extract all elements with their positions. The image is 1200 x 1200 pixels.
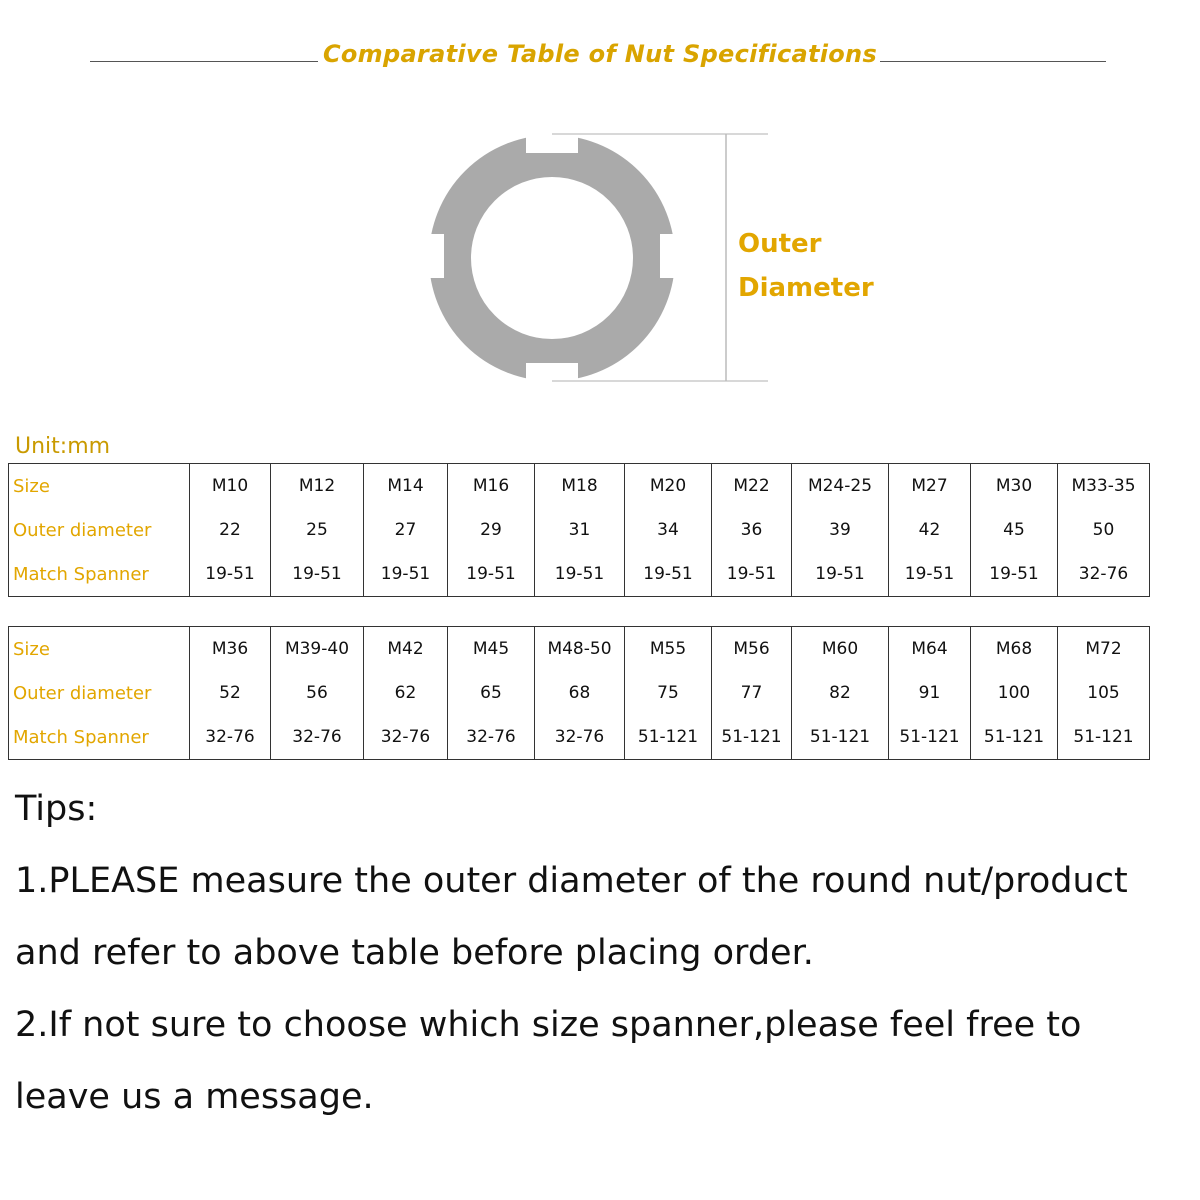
match-spanner-cell: 19-51 <box>448 552 535 597</box>
size-cell: M48-50 <box>535 627 625 672</box>
size-cell: M18 <box>535 464 625 509</box>
outer-diameter-cell: 36 <box>712 508 792 552</box>
match-spanner-cell: 19-51 <box>190 552 271 597</box>
outer-diameter-cell: 45 <box>971 508 1058 552</box>
outer-diameter-row <box>9 671 1150 715</box>
outer-diameter-cell: 50 <box>1058 508 1150 552</box>
tip-line-4: leave us a message. <box>15 1077 374 1117</box>
size-cell: M68 <box>971 627 1058 672</box>
row-label-match-spanner: Match Spanner <box>9 552 190 597</box>
outer-diameter-row <box>9 508 1150 552</box>
size-cell: M22 <box>712 464 792 509</box>
outer-diameter-cell: 56 <box>271 671 364 715</box>
title-rule-left <box>90 61 318 62</box>
outer-diameter-label <box>738 222 874 310</box>
row-label-outer-diameter: Outer diameter <box>9 671 190 715</box>
outer-diameter-cell: 77 <box>712 671 792 715</box>
round-nut-diagram <box>420 125 780 395</box>
spec-table-2 <box>8 626 1150 760</box>
match-spanner-cell: 19-51 <box>271 552 364 597</box>
match-spanner-cell: 32-76 <box>535 715 625 760</box>
match-spanner-cell: 51-121 <box>971 715 1058 760</box>
match-spanner-cell: 32-76 <box>190 715 271 760</box>
outer-diameter-cell: 68 <box>535 671 625 715</box>
match-spanner-cell: 19-51 <box>364 552 448 597</box>
unit-label: Unit:mm <box>15 434 111 459</box>
size-row <box>9 464 1150 509</box>
outer-diameter-cell: 31 <box>535 508 625 552</box>
size-cell: M14 <box>364 464 448 509</box>
outer-diameter-cell: 34 <box>625 508 712 552</box>
outer-diameter-cell: 100 <box>971 671 1058 715</box>
outer-diameter-cell: 65 <box>448 671 535 715</box>
outer-diameter-cell: 39 <box>792 508 889 552</box>
size-cell: M64 <box>889 627 971 672</box>
match-spanner-cell: 19-51 <box>792 552 889 597</box>
match-spanner-cell: 51-121 <box>1058 715 1150 760</box>
size-cell: M27 <box>889 464 971 509</box>
match-spanner-cell: 32-76 <box>271 715 364 760</box>
match-spanner-cell: 51-121 <box>712 715 792 760</box>
size-cell: M60 <box>792 627 889 672</box>
tips-section <box>15 780 1200 1140</box>
spec-table-1 <box>8 463 1150 597</box>
match-spanner-row <box>9 715 1150 760</box>
outer-diameter-cell: 75 <box>625 671 712 715</box>
row-label-match-spanner: Match Spanner <box>9 715 190 760</box>
title-rule-right <box>880 61 1106 62</box>
tip-line-3: 2.If not sure to choose which size spanner,please feel free to <box>15 1005 1082 1045</box>
outer-diameter-cell: 62 <box>364 671 448 715</box>
page-title: Comparative Table of Nut Specifications <box>322 40 878 68</box>
size-cell: M24-25 <box>792 464 889 509</box>
size-row <box>9 627 1150 672</box>
match-spanner-cell: 32-76 <box>1058 552 1150 597</box>
size-cell: M20 <box>625 464 712 509</box>
size-cell: M12 <box>271 464 364 509</box>
tips-heading: Tips: <box>15 789 98 829</box>
tip-line-1: 1.PLEASE measure the outer diameter of the round nut/product <box>15 861 1128 901</box>
size-cell: M39-40 <box>271 627 364 672</box>
outer-diameter-label-line1: Outer <box>738 229 822 259</box>
match-spanner-cell: 19-51 <box>535 552 625 597</box>
match-spanner-cell: 19-51 <box>971 552 1058 597</box>
outer-diameter-label-line2: Diameter <box>738 273 874 303</box>
outer-diameter-cell: 27 <box>364 508 448 552</box>
size-cell: M45 <box>448 627 535 672</box>
match-spanner-cell: 51-121 <box>889 715 971 760</box>
match-spanner-cell: 19-51 <box>889 552 971 597</box>
size-cell: M55 <box>625 627 712 672</box>
size-cell: M10 <box>190 464 271 509</box>
match-spanner-cell: 51-121 <box>792 715 889 760</box>
match-spanner-cell: 51-121 <box>625 715 712 760</box>
match-spanner-cell: 19-51 <box>712 552 792 597</box>
size-cell: M33-35 <box>1058 464 1150 509</box>
outer-diameter-cell: 25 <box>271 508 364 552</box>
size-cell: M30 <box>971 464 1058 509</box>
outer-diameter-cell: 105 <box>1058 671 1150 715</box>
size-cell: M16 <box>448 464 535 509</box>
match-spanner-row <box>9 552 1150 597</box>
outer-diameter-cell: 22 <box>190 508 271 552</box>
match-spanner-cell: 32-76 <box>448 715 535 760</box>
row-label-size: Size <box>9 627 190 672</box>
size-cell: M72 <box>1058 627 1150 672</box>
size-cell: M42 <box>364 627 448 672</box>
size-cell: M56 <box>712 627 792 672</box>
match-spanner-cell: 19-51 <box>625 552 712 597</box>
outer-diameter-cell: 52 <box>190 671 271 715</box>
row-label-outer-diameter: Outer diameter <box>9 508 190 552</box>
outer-diameter-cell: 42 <box>889 508 971 552</box>
round-nut-shape <box>426 135 678 381</box>
row-label-size: Size <box>9 464 190 509</box>
outer-diameter-cell: 29 <box>448 508 535 552</box>
tip-line-2: and refer to above table before placing order. <box>15 933 814 973</box>
outer-diameter-cell: 82 <box>792 671 889 715</box>
match-spanner-cell: 32-76 <box>364 715 448 760</box>
size-cell: M36 <box>190 627 271 672</box>
outer-diameter-cell: 91 <box>889 671 971 715</box>
